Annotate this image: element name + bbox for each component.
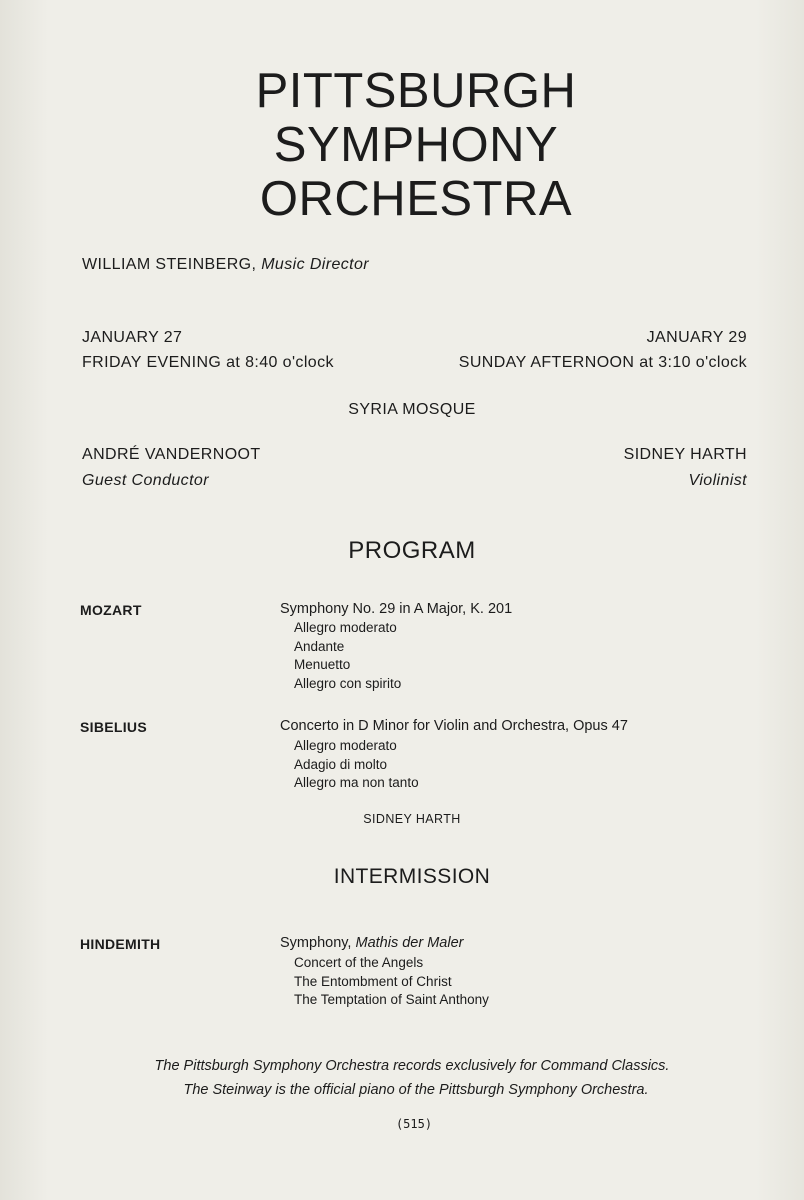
soloist-name: SIDNEY HARTH [623, 446, 747, 463]
movement: Allegro moderato [294, 620, 397, 635]
orchestra-title-line-1: PITTSBURGH [255, 64, 577, 118]
date-right: JANUARY 29 [646, 329, 747, 346]
movement: Menuetto [294, 657, 351, 673]
director-name: WILLIAM STEINBERG, [82, 256, 257, 273]
work-title-mozart: Symphony No. 29 in A Major, K. 201 [280, 601, 513, 617]
conductor-name: ANDRÉ VANDERNOOT [82, 446, 261, 463]
movement: Concert of the Angels [294, 955, 424, 970]
time-left: FRIDAY EVENING at 8:40 o'clock [82, 354, 334, 371]
work-title-prefix: Symphony, [280, 935, 352, 951]
date-left: JANUARY 27 [82, 329, 183, 346]
composer-sibelius: SIBELIUS [80, 719, 147, 735]
director-role: Music Director [261, 256, 370, 273]
sibelius-soloist: SIDNEY HARTH [363, 812, 461, 826]
orchestra-title-line-3: ORCHESTRA [259, 172, 573, 226]
intermission-heading: INTERMISSION [333, 865, 491, 888]
venue: SYRIA MOSQUE [348, 401, 476, 418]
soloist-role: Violinist [688, 472, 747, 489]
page-number: (515) [395, 1117, 433, 1131]
composer-hindemith: HINDEMITH [80, 936, 161, 952]
time-right: SUNDAY AFTERNOON at 3:10 o'clock [458, 354, 747, 371]
composer-mozart: MOZART [80, 602, 142, 618]
movement: The Entombment of Christ [294, 973, 452, 989]
movement-list-sibelius [294, 737, 419, 793]
movement: Allegro moderato [294, 738, 397, 753]
work-title-sibelius: Concerto in D Minor for Violin and Orchestra, Opus 47 [280, 718, 628, 734]
footer-piano-note: The Steinway is the official piano of the Pittsburgh Symphony Orchestra. [183, 1082, 649, 1098]
work-title-italic: Mathis der Maler [355, 935, 464, 951]
movement: Allegro ma non tanto [294, 775, 419, 791]
program-heading: PROGRAM [348, 537, 476, 564]
movement-list-mozart [294, 619, 401, 694]
work-title-hindemith [280, 935, 463, 951]
movement: Allegro con spirito [294, 676, 402, 692]
movement: Andante [294, 638, 345, 654]
movement-list-hindemith [294, 954, 489, 1010]
conductor-role: Guest Conductor [82, 472, 209, 489]
movement: The Temptation of Saint Anthony [294, 992, 489, 1008]
music-director [82, 256, 369, 274]
footer-recording-note: The Pittsburgh Symphony Orchestra records exclusively for Command Classics. [154, 1058, 670, 1074]
orchestra-title-line-2: SYMPHONY [273, 118, 559, 172]
movement: Adagio di molto [294, 756, 388, 772]
